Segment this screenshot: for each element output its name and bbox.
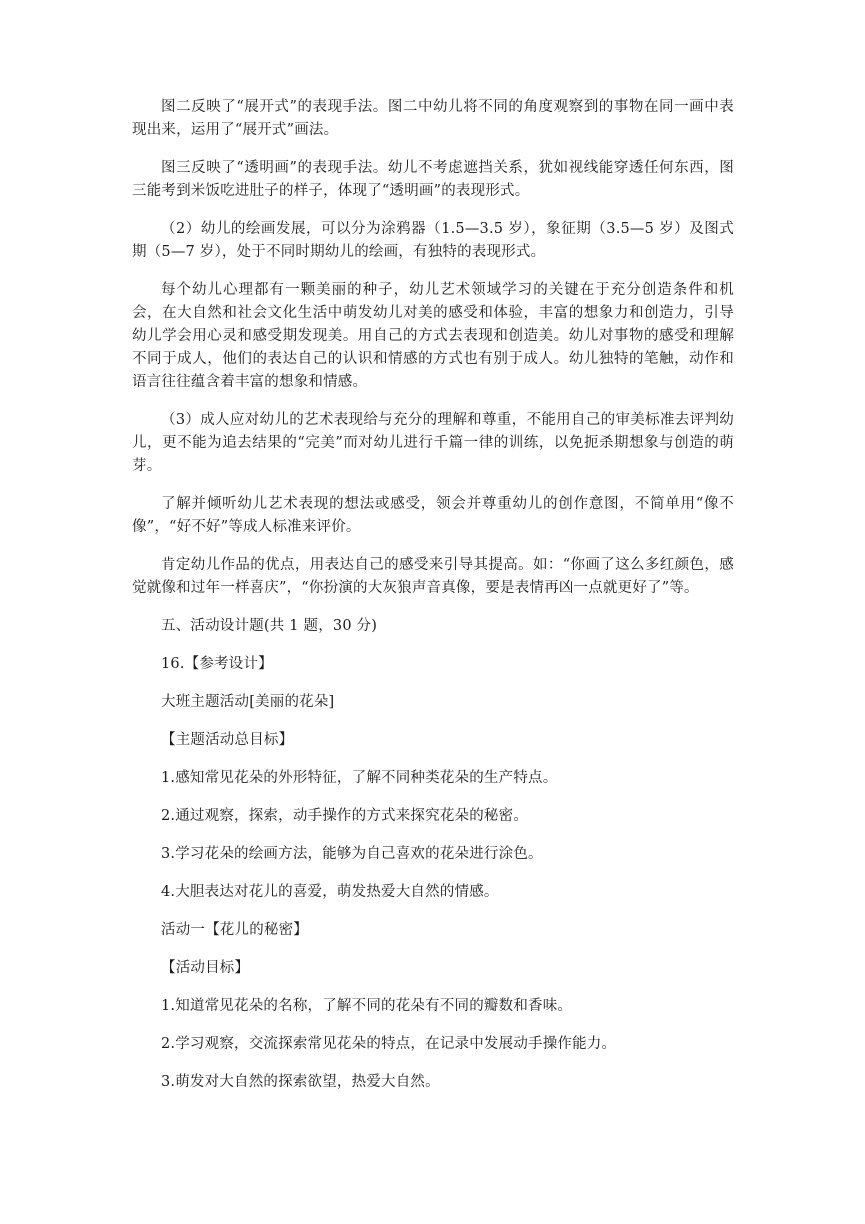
activity-theme-title: 大班主题活动[美丽的花朵]	[161, 694, 335, 710]
activity-goal-item: 3.萌发对大自然的探索欲望，热爱大自然。	[161, 1074, 440, 1090]
paragraph-affirm: 肯定幼儿作品的优点，用表达自己的感受来引导其提高。如：“你画了这么多红颜色，感觉就像和过年一样喜庆”，“你扮演的大灰狼声音真像，要是表情再凶一点就更好了”等。	[132, 557, 734, 596]
paragraph-expand-style: 图二反映了“展开式”的表现手法。图二中幼儿将不同的角度观察到的事物在同一画中表现出来，运用了“展开式”画法。	[132, 99, 734, 138]
paragraph-art-learning: 每个幼儿心理都有一颗美丽的种子，幼儿艺术领域学习的关键在于充分创造条件和机会，在大自然和社会文化生活中萌发幼儿对美的感受和体验，丰富的想象力和创造力，引导幼儿学会用心灵和感受期发现美。用自己的方式去表现和创造美。幼儿对事物的感受和理解不同于成人，他们的表达自己的认识和情感的方式也有别于成人。幼儿独特的笔触，动作和语言往往蕴含着丰富的想象和情感。	[132, 282, 734, 390]
overall-goals-heading: 【主题活动总目标】	[161, 732, 294, 748]
section-heading: 五、活动设计题(共 1 题，30 分)	[161, 618, 378, 634]
document-page	[132, 96, 734, 1109]
paragraph-transparent-style: 图三反映了“透明画”的表现手法。幼儿不考虑遮挡关系，犹如视线能穿透任何东西，图三能考到米饭吃进肚子的样子，体现了“透明画”的表现形式。	[132, 160, 734, 199]
activity-goals-heading: 【活动目标】	[161, 960, 250, 976]
overall-goal-item: 2.通过观察，探索，动手操作的方式来探究花朵的秘密。	[161, 808, 529, 824]
activity-one-title: 活动一【花儿的秘密】	[161, 922, 308, 938]
overall-goal-item: 3.学习花朵的绘画方法，能够为自己喜欢的花朵进行涂色。	[161, 846, 543, 862]
paragraph-adult-respect: （3）成人应对幼儿的艺术表现给与充分的理解和尊重，不能用自己的审美标准去评判幼儿，更不能为追去结果的“完美”而对幼儿进行千篇一律的训练，以免扼杀期想象与创造的萌芽。	[132, 412, 734, 474]
overall-goal-item: 4.大胆表达对花儿的喜爱，萌发热爱大自然的情感。	[161, 884, 499, 900]
overall-goal-item: 1.感知常见花朵的外形特征，了解不同种类花朵的生产特点。	[161, 770, 558, 786]
question-number: 16.【参考设计】	[161, 656, 273, 672]
activity-goal-item: 2.学习观察，交流探索常见花朵的特点，在记录中发展动手操作能力。	[161, 1036, 617, 1052]
activity-goal-item: 1.知道常见花朵的名称，了解不同的花朵有不同的瓣数和香味。	[161, 998, 573, 1014]
paragraph-drawing-stages: （2）幼儿的绘画发展，可以分为涂鸦器（1.5—3.5 岁），象征期（3.5—5 岁）及图式期（5—7 岁），处于不同时期幼儿的绘画，有独特的表现形式。	[132, 221, 734, 260]
paragraph-listen: 了解并倾听幼儿艺术表现的想法或感受，领会并尊重幼儿的创作意图，不简单用“像不像”，“好不好”等成人标准来评价。	[132, 496, 734, 535]
